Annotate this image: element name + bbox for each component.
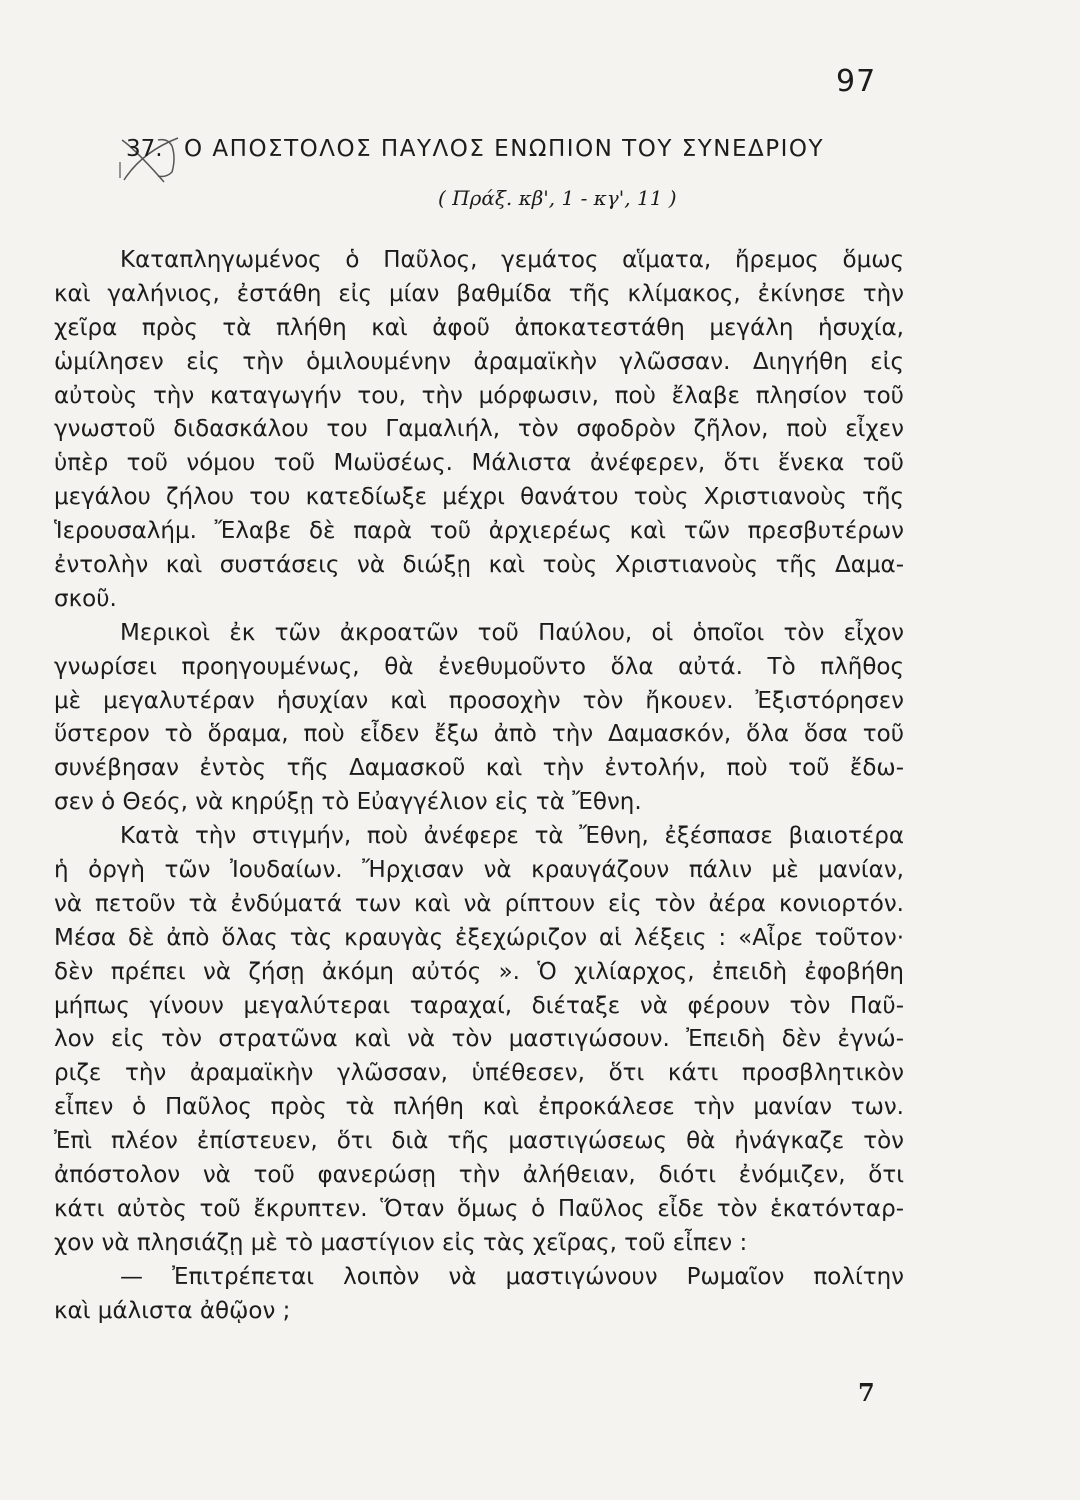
text-line: μεγάλου ζήλου του κατεδίωξε μέχρι θανάτου τοὺς Χριστιανοὺς τῆς	[54, 484, 904, 511]
signature-mark: 7	[858, 1378, 875, 1407]
text-line: Μερικοὶ ἐκ τῶν ἀκροατῶν τοῦ Παύλου, οἱ ὁποῖοι τὸν εἶχον	[120, 619, 904, 646]
text-line: — Ἐπιτρέπεται λοιπὸν νὰ μαστιγώνουν Ρωμαῖον πολίτην	[120, 1263, 904, 1290]
text-line: Ἱερουσαλήμ. Ἔλαβε δὲ παρὰ τοῦ ἀρχιερέως καὶ τῶν πρεσβυτέρων	[54, 518, 904, 545]
text-line: Μέσα δὲ ἀπὸ ὅλας τὰς κραυγὰς ἐξεχώριζον αἱ λέξεις : «Αἶρε τοῦτον·	[54, 924, 904, 951]
body-text	[54, 244, 904, 1329]
text-line: κάτι αὐτὸς τοῦ ἔκρυπτεν. Ὅταν ὅμως ὁ Παῦλος εἶδε τὸν ἑκατόνταρ-	[54, 1195, 904, 1222]
text-line: συνέβησαν ἐντὸς τῆς Δαμασκοῦ καὶ τὴν ἐντολήν, ποὺ τοῦ ἔδω-	[54, 755, 904, 782]
page-number: 97	[836, 64, 877, 99]
text-line: ἡ ὀργὴ τῶν Ἰουδαίων. Ἤρχισαν νὰ κραυγάζουν πάλιν μὲ μανίαν,	[54, 857, 904, 884]
text-line: αὐτοὺς τὴν καταγωγήν του, τὴν μόρφωσιν, ποὺ ἔλαβε πλησίον τοῦ	[54, 382, 904, 409]
text-line: καὶ μάλιστα ἀθῷον ;	[54, 1297, 291, 1324]
text-line: γνωστοῦ διδασκάλου του Γαμαλιήλ, τὸν σφοδρὸν ζῆλον, ποὺ εἶχεν	[54, 416, 904, 443]
scripture-reference: ( Πράξ. κβ', 1 - κγ', 11 )	[438, 186, 677, 210]
text-line: χεῖρα πρὸς τὰ πλήθη καὶ ἀφοῦ ἀποκατεστάθη μεγάλη ἡσυχία,	[54, 314, 904, 341]
text-line: ὡμίλησεν εἰς τὴν ὁμιλουμένην ἀραμαϊκὴν γλῶσσαν. Διηγήθη εἰς	[54, 348, 904, 375]
text-line: σεν ὁ Θεός, νὰ κηρύξῃ τὸ Εὐαγγέλιον εἰς τὰ Ἔθνη.	[54, 789, 642, 816]
text-line: ὑπὲρ τοῦ νόμου τοῦ Μωϋσέως. Μάλιστα ἀνέφερεν, ὅτι ἕνεκα τοῦ	[54, 450, 904, 477]
text-line: σκοῦ.	[54, 585, 117, 612]
text-line: νὰ πετοῦν τὰ ἐνδύματά των καὶ νὰ ρίπτουν εἰς τὸν ἀέρα κονιορτόν.	[54, 890, 904, 917]
text-line: Κατὰ τὴν στιγμήν, ποὺ ἀνέφερε τὰ Ἔθνη, ἐξέσπασε βιαιοτέρα	[120, 823, 904, 850]
text-line: γνωρίσει προηγουμένως, θὰ ἐνεθυμοῦντο ὅλα αὐτά. Τὸ πλῆθος	[54, 653, 904, 680]
text-line: μήπως γίνουν μεγαλύτεραι ταραχαί, διέταξε νὰ φέρουν τὸν Παῦ-	[54, 992, 904, 1019]
text-line: λον εἰς τὸν στρατῶνα καὶ νὰ τὸν μαστιγώσουν. Ἐπειδὴ δὲν ἐγνώ-	[54, 1026, 904, 1053]
text-line: μὲ μεγαλυτέραν ἡσυχίαν καὶ προσοχὴν τὸν ἤκουεν. Ἐξιστόρησεν	[54, 687, 904, 714]
text-line: ὕστερον τὸ ὅραμα, ποὺ εἶδεν ἔξω ἀπὸ τὴν Δαμασκόν, ὅλα ὅσα τοῦ	[54, 721, 904, 748]
text-line: χον νὰ πλησιάζῃ μὲ τὸ μαστίγιον εἰς τὰς χεῖρας, τοῦ εἶπεν :	[54, 1229, 748, 1256]
chapter-title: Ο ΑΠΟΣΤΟΛΟΣ ΠΑΥΛΟΣ ΕΝΩΠΙΟΝ ΤΟΥ ΣΥΝΕΔΡΙΟΥ	[184, 136, 825, 162]
text-line: Καταπληγωμένος ὁ Παῦλος, γεμάτος αἵματα, ἤρεμος ὅμως	[120, 247, 904, 273]
text-line: Ἐπὶ πλέον ἐπίστευεν, ὅτι διὰ τῆς μαστιγώσεως θὰ ἠνάγκαζε τὸν	[54, 1128, 904, 1155]
text-line: καὶ γαλήνιος, ἐστάθη εἰς μίαν βαθμίδα τῆς κλίμακος, ἐκίνησε τὴν	[54, 280, 904, 307]
chapter-number: 37.	[126, 136, 163, 162]
text-line: ἀπόστολον νὰ τοῦ φανερώσῃ τὴν ἀλήθειαν, διότι ἐνόμιζεν, ὅτι	[54, 1162, 904, 1189]
chapter-heading	[116, 132, 936, 178]
text-line: ἐντολὴν καὶ συστάσεις νὰ διώξῃ καὶ τοὺς Χριστιανοὺς τῆς Δαμα-	[54, 552, 904, 579]
text-line: ριζε τὴν ἀραμαϊκὴν γλῶσσαν, ὑπέθεσεν, ὅτι κάτι προσβλητικὸν	[54, 1060, 904, 1087]
text-line: δὲν πρέπει νὰ ζήσῃ ἀκόμη αὐτός ». Ὁ χιλίαρχος, ἐπειδὴ ἐφοβήθη	[54, 958, 904, 985]
text-line: εἶπεν ὁ Παῦλος πρὸς τὰ πλήθη καὶ ἐπροκάλεσε τὴν μανίαν των.	[54, 1094, 904, 1121]
